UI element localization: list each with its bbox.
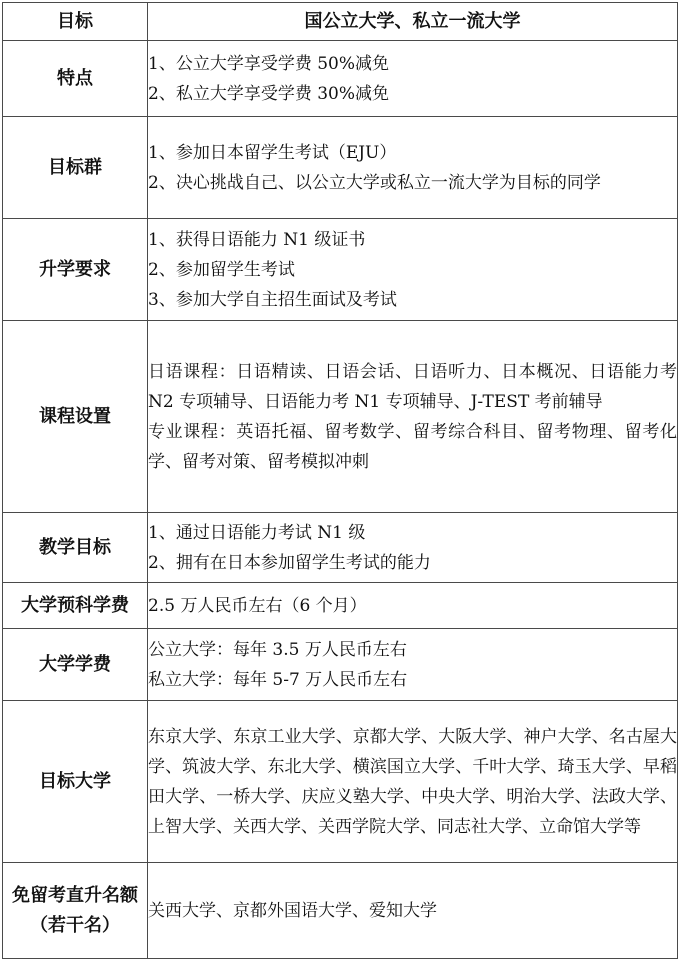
content-line: 私立大学：每年 5-7 万人民币左右 [148,669,408,690]
content-line: 1、通过日语能力考试 N1 级 [148,522,366,543]
table-row-prep-fee [3,583,678,629]
content-line: 2.5 万人民币左右（6 个月） [148,595,367,616]
table-row-direct-admission [3,863,678,959]
row-content [148,117,678,219]
row-label: 大学预科学费 [3,583,148,629]
table-row-features [3,41,678,117]
header-value: 国公立大学、私立一流大学 [148,3,678,41]
row-label: 升学要求 [3,219,148,321]
admission-table [2,2,678,959]
row-content [148,41,678,117]
row-label: 目标群 [3,117,148,219]
content-line: 公立大学：每年 3.5 万人民币左右 [148,639,407,660]
content-line: 1、获得日语能力 N1 级证书 [148,229,366,250]
row-label: 目标大学 [3,701,148,863]
row-content [148,863,678,959]
table-row-tuition [3,629,678,701]
table-row-requirements [3,219,678,321]
row-label: 大学学费 [3,629,148,701]
content-line: 2、拥有在日本参加留学生考试的能力 [148,552,431,573]
content-line: 专业课程：英语托福、留考数学、留考综合科目、留考物理、留考化学、留考对策、留考模拟冲刺 [148,421,677,472]
content-line: 1、参加日本留学生考试（EJU） [148,142,397,163]
table-row-target-group [3,117,678,219]
content-line: 3、参加大学自主招生面试及考试 [148,289,397,310]
table-row-teaching-goals [3,513,678,583]
content-line: 东京大学、东京工业大学、京都大学、大阪大学、神户大学、名古屋大学、筑波大学、东北大学、横滨国立大学、千叶大学、琦玉大学、早稻田大学、一桥大学、庆应义塾大学、中央大学、明治大学、法政大学、上智大学、关西大学、关西学院大学、同志社大学、立命馆大学等 [148,726,677,837]
row-content [148,321,678,513]
row-content [148,513,678,583]
table-row-target-universities [3,701,678,863]
header-row [3,3,678,41]
content-line: 2、决心挑战自己、以公立大学或私立一流大学为目标的同学 [148,172,601,193]
content-line: 1、公立大学享受学费 50%减免 [148,53,390,74]
table-row-curriculum [3,321,678,513]
row-content [148,629,678,701]
content-line: 2、私立大学享受学费 30%减免 [148,83,390,104]
row-content [148,701,678,863]
row-content [148,583,678,629]
row-label: 免留考直升名额（若干名） [3,863,148,959]
row-label: 特点 [3,41,148,117]
row-label: 课程设置 [3,321,148,513]
row-label: 教学目标 [3,513,148,583]
header-label: 目标 [3,3,148,41]
content-line: 日语课程：日语精读、日语会话、日语听力、日本概况、日语能力考 N2 专项辅导、日语能力考 N1 专项辅导、J-TEST 考前辅导 [148,361,677,412]
content-line: 关西大学、京都外国语大学、爱知大学 [148,900,437,921]
content-line: 2、参加留学生考试 [148,259,295,280]
row-content [148,219,678,321]
